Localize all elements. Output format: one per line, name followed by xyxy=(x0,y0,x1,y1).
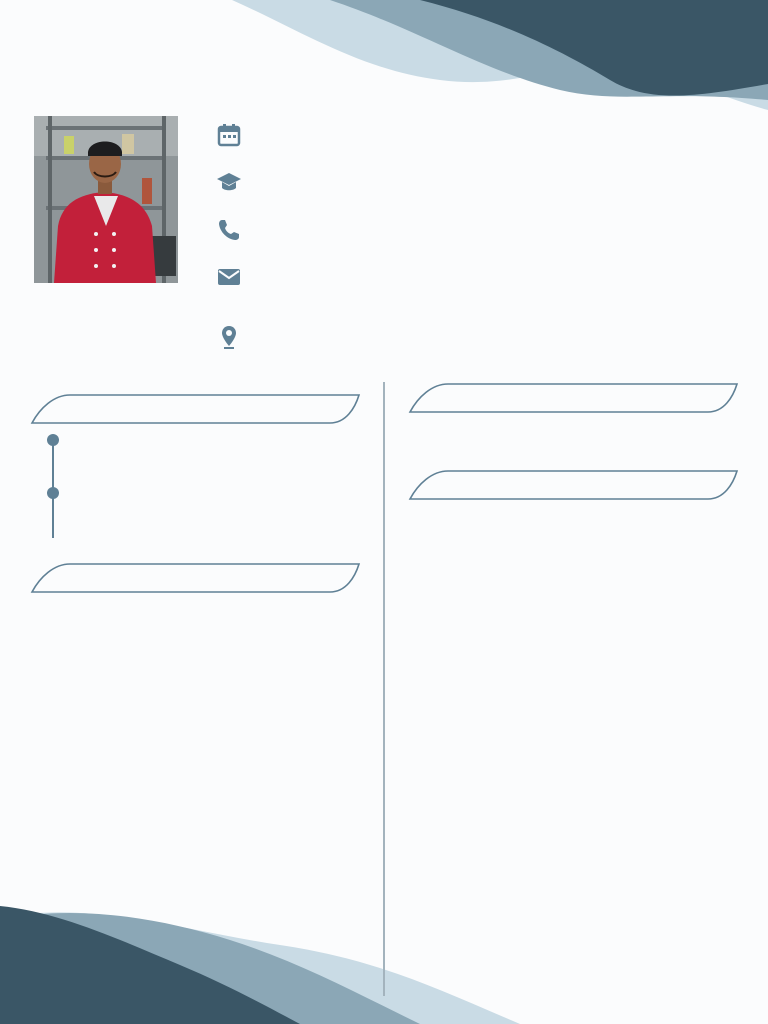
contact-email xyxy=(216,255,736,301)
experience-heading xyxy=(408,468,740,502)
contact-phone xyxy=(216,208,736,254)
graduation-cap-icon xyxy=(216,169,242,195)
contact-date-of-birth xyxy=(216,114,736,160)
contact-address xyxy=(216,302,736,372)
skill-row xyxy=(424,429,740,449)
timeline-dot xyxy=(47,434,59,446)
bottom-wave-light xyxy=(0,912,520,1024)
bottom-wave-mid xyxy=(0,913,420,1024)
skills-heading xyxy=(408,381,740,415)
phone-icon xyxy=(216,217,242,243)
education-heading xyxy=(30,392,362,426)
top-wave-light xyxy=(232,0,768,110)
top-wave-mid xyxy=(330,0,768,100)
location-pin-icon xyxy=(216,324,242,350)
language-row xyxy=(46,608,362,628)
profile-photo xyxy=(34,116,178,283)
calendar-icon xyxy=(216,122,242,148)
column-divider xyxy=(383,382,385,996)
timeline-dot xyxy=(47,487,59,499)
top-wave-dark xyxy=(420,0,768,96)
email-icon xyxy=(216,264,242,290)
contact-education xyxy=(216,161,736,207)
bottom-wave-dark xyxy=(0,906,300,1024)
language-heading xyxy=(30,561,362,595)
